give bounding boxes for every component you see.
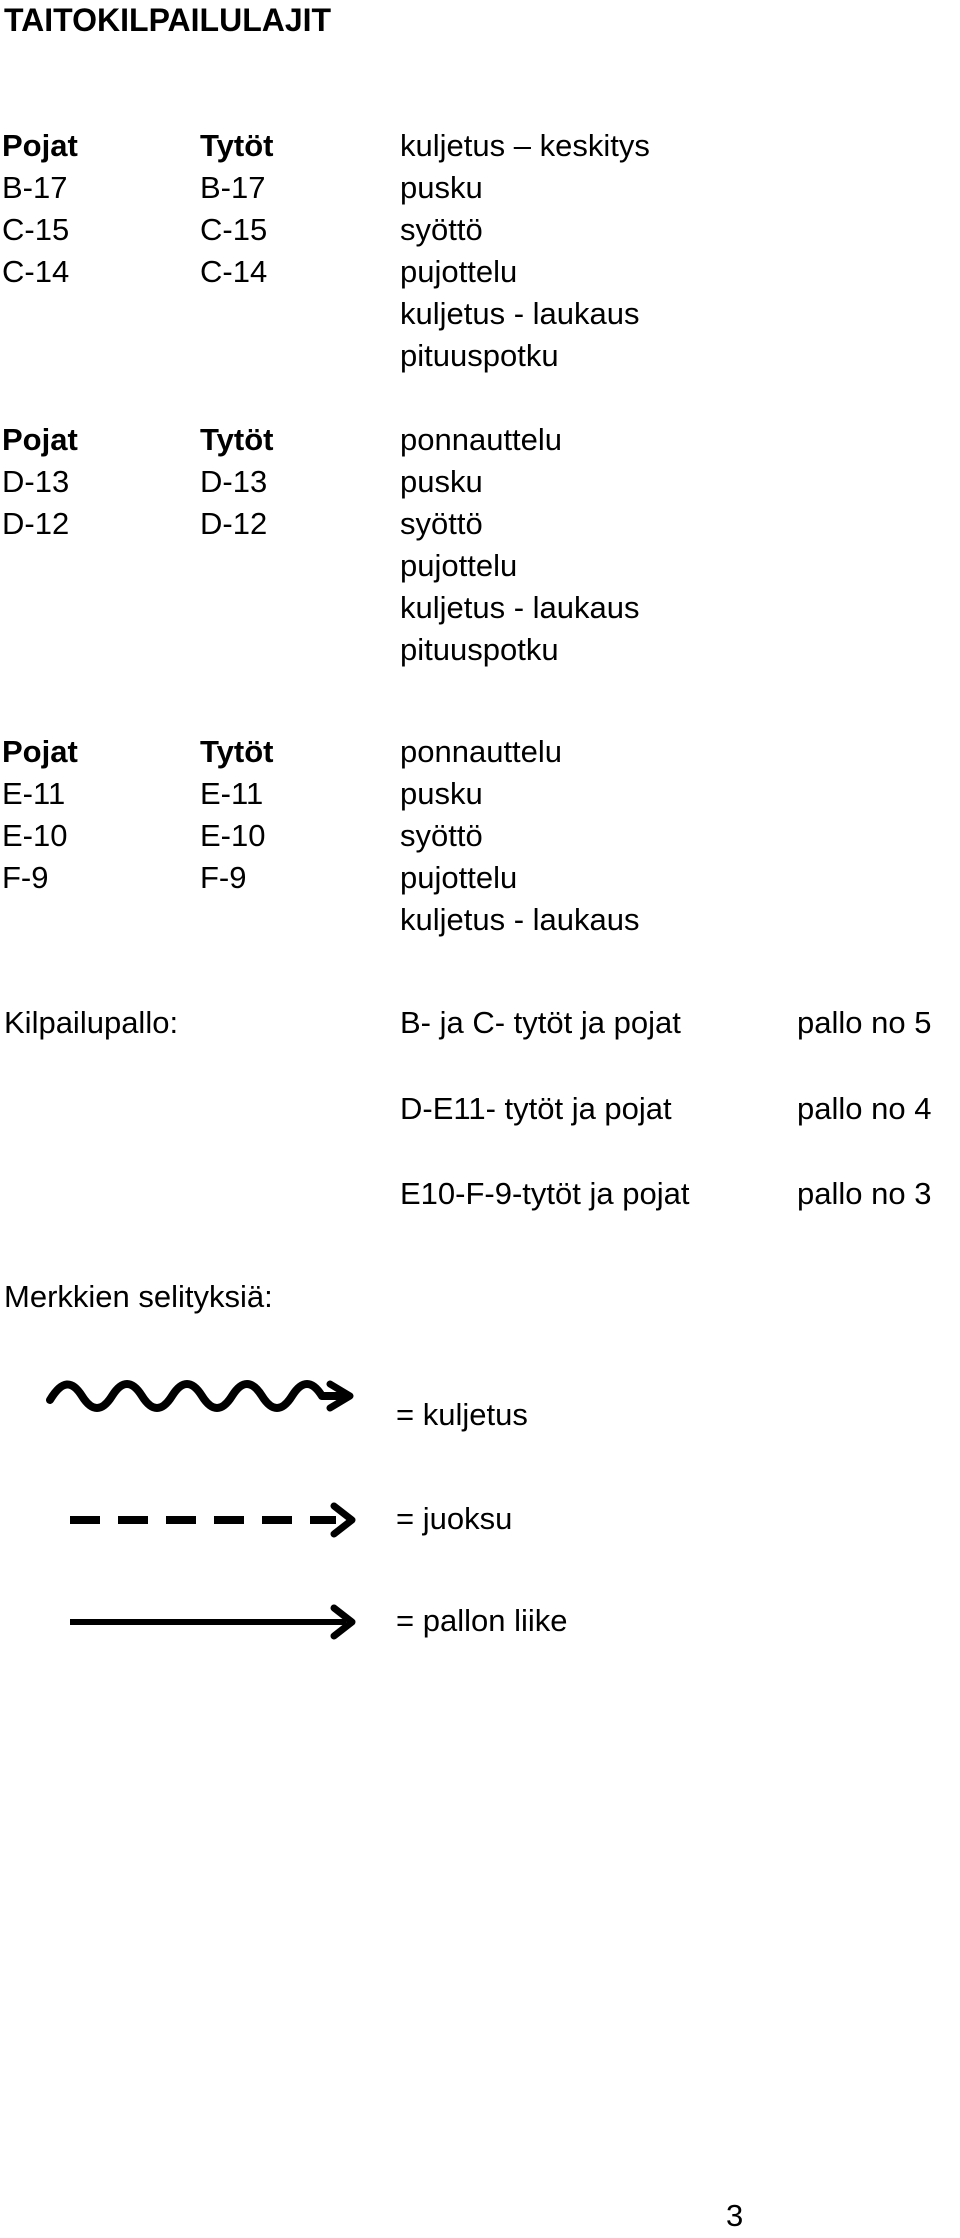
event-name: kuljetus - laukaus — [400, 902, 640, 937]
event-name: syöttö — [400, 212, 483, 247]
event-name: kuljetus - laukaus — [400, 590, 640, 625]
ball-size: pallo no 3 — [797, 1176, 932, 1211]
ball-group: E10-F-9-tytöt ja pojat — [400, 1176, 690, 1211]
ball-label: Kilpailupallo: — [4, 1005, 179, 1040]
event-name: pusku — [400, 170, 483, 205]
ball-size: pallo no 5 — [797, 1005, 932, 1040]
event-name: pujottelu — [400, 254, 518, 289]
boys-class: C-15 — [2, 212, 70, 247]
ball-size: pallo no 4 — [797, 1091, 932, 1126]
event-name: pusku — [400, 776, 483, 811]
legend-label: = kuljetus — [396, 1397, 528, 1432]
girls-header: Tytöt — [200, 422, 274, 457]
event-name: ponnauttelu — [400, 734, 563, 769]
legend-title: Merkkien selityksiä: — [4, 1279, 273, 1314]
legend-item-run — [0, 1490, 960, 1560]
legend-item-ball-movement — [0, 1592, 960, 1662]
boys-class: E-11 — [2, 776, 66, 811]
legend-item-dribble — [0, 1372, 960, 1442]
girls-header: Tytöt — [200, 734, 274, 769]
girls-class: B-17 — [200, 170, 266, 205]
event-name: kuljetus - laukaus — [400, 296, 640, 331]
ball-group: D-E11- tytöt ja pojat — [400, 1091, 672, 1126]
girls-class: D-13 — [200, 464, 268, 499]
girls-class: C-15 — [200, 212, 268, 247]
boys-class: B-17 — [2, 170, 68, 205]
page-number: 3 — [726, 2198, 744, 2233]
event-name: pituuspotku — [400, 632, 559, 667]
boys-class: D-13 — [2, 464, 70, 499]
boys-class: C-14 — [2, 254, 70, 289]
boys-header: Pojat — [2, 734, 78, 769]
boys-class: E-10 — [2, 818, 68, 853]
girls-class: C-14 — [200, 254, 268, 289]
event-name: syöttö — [400, 506, 483, 541]
event-name: ponnauttelu — [400, 422, 563, 457]
legend-label: = pallon liike — [396, 1603, 568, 1638]
event-name: pituuspotku — [400, 338, 559, 373]
ball-group: B- ja C- tytöt ja pojat — [400, 1005, 681, 1040]
wavy-arrow-icon — [40, 1372, 370, 1432]
boys-header: Pojat — [2, 422, 78, 457]
solid-arrow-icon — [40, 1592, 370, 1652]
page-title: TAITOKILPAILULAJIT — [4, 2, 332, 38]
event-name: kuljetus – keskitys — [400, 128, 650, 163]
ball-row — [0, 1173, 960, 1215]
boys-header: Pojat — [2, 128, 78, 163]
boys-class: F-9 — [2, 860, 49, 895]
legend-label: = juoksu — [396, 1501, 513, 1536]
event-name: pujottelu — [400, 548, 518, 583]
girls-class: D-12 — [200, 506, 268, 541]
boys-class: D-12 — [2, 506, 70, 541]
girls-class: E-10 — [200, 818, 266, 853]
ball-row — [0, 1002, 960, 1044]
girls-class: E-11 — [200, 776, 264, 811]
girls-header: Tytöt — [200, 128, 274, 163]
event-name: syöttö — [400, 818, 483, 853]
dashed-arrow-icon — [40, 1490, 370, 1550]
girls-class: F-9 — [200, 860, 247, 895]
event-name: pujottelu — [400, 860, 518, 895]
event-name: pusku — [400, 464, 483, 499]
ball-row — [0, 1088, 960, 1130]
